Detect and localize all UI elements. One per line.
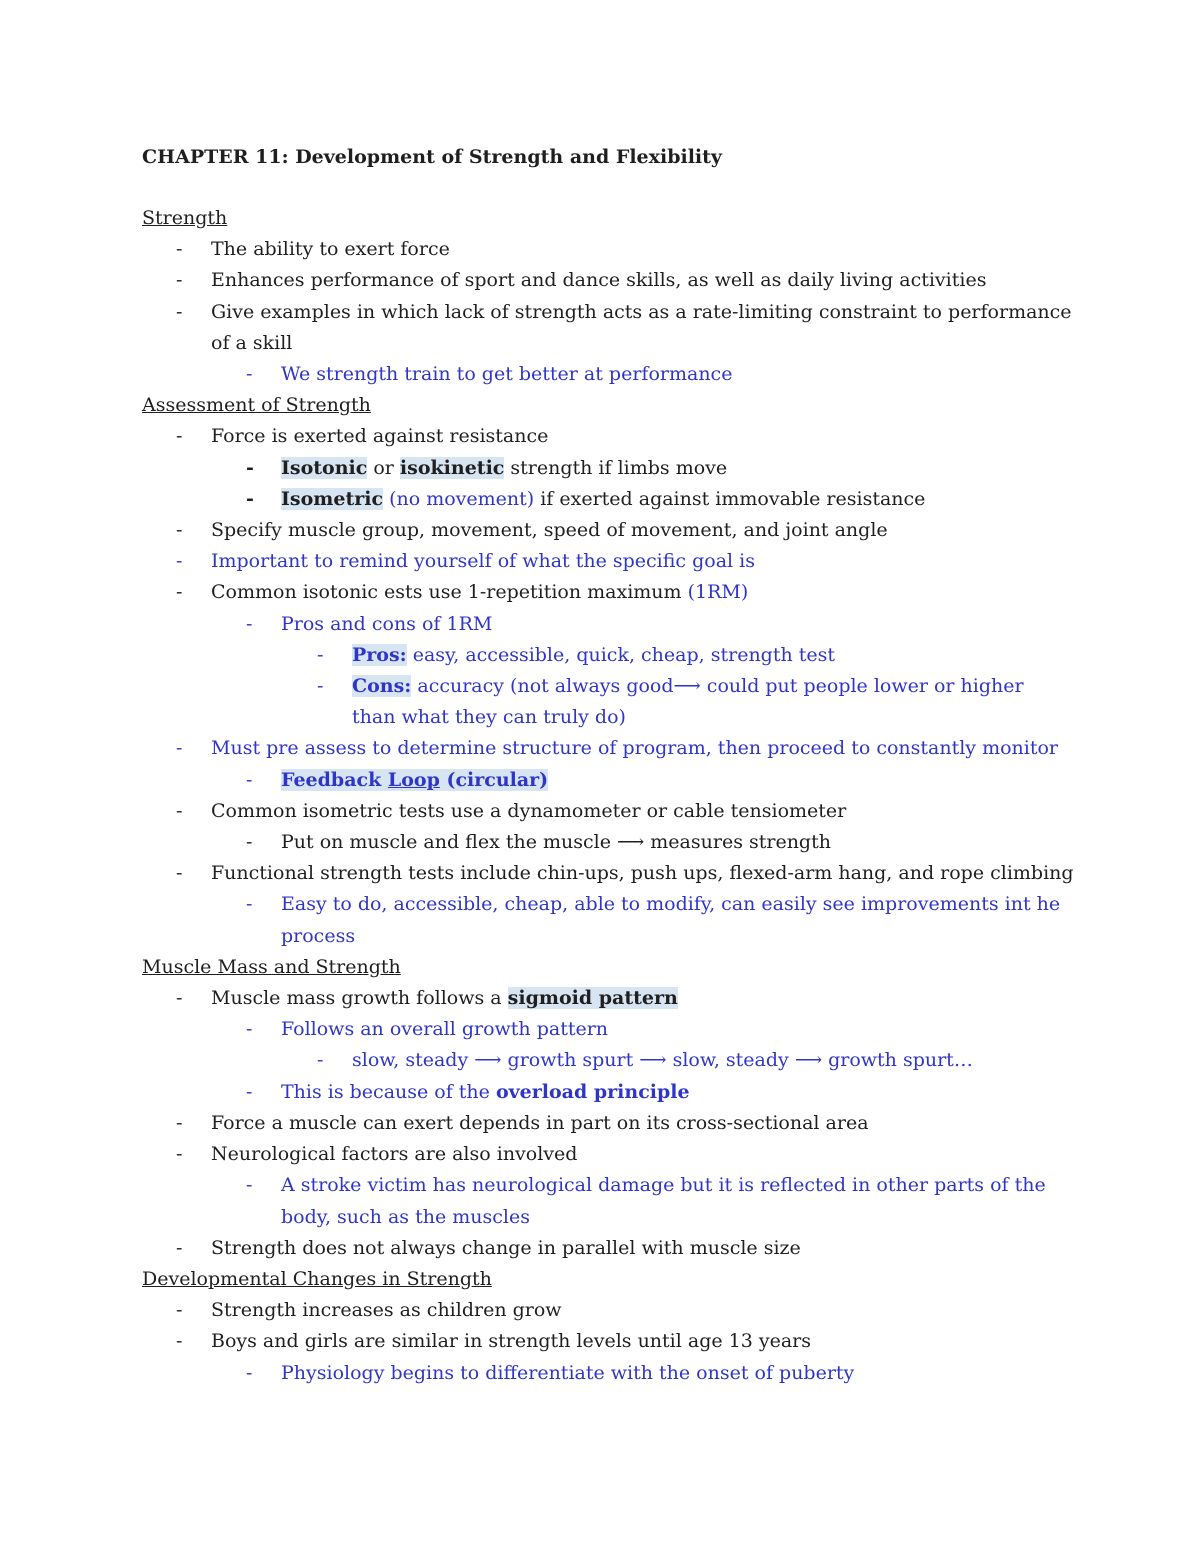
- list-item-note: - This is because of the overload principle: [212, 1077, 1072, 1108]
- bullet: -: [176, 862, 183, 885]
- bullet: -: [246, 1174, 253, 1197]
- section-heading-assessment: Assessment of Strength: [142, 394, 371, 417]
- bullet: -: [246, 456, 254, 479]
- list-item: - Muscle mass growth follows a sigmoid pattern: [142, 983, 1072, 1014]
- list-item: - Enhances performance of sport and dance skills, as well as daily living activities: [142, 265, 1072, 296]
- list-item-note: - Important to remind yourself of what the specific goal is: [142, 546, 1072, 577]
- list-item-note: - A stroke victim has neurological damage but it is reflected in other parts of the body, such as the muscles: [212, 1170, 1072, 1232]
- chapter-title: CHAPTER 11: Development of Strength and Flexibility: [142, 146, 722, 168]
- list-item-note: - Must pre assess to determine structure of program, then proceed to constantly monitor: [142, 733, 1072, 764]
- list-item: - Neurological factors are also involved: [142, 1139, 1072, 1170]
- list-item: - Common isometric tests use a dynamometer or cable tensiometer: [142, 796, 1072, 827]
- term-sigmoid-pattern: sigmoid pattern: [507, 987, 678, 1010]
- section-heading-developmental: Developmental Changes in Strength: [142, 1267, 492, 1290]
- bullet: -: [317, 1049, 324, 1072]
- bullet: -: [246, 831, 253, 854]
- pros-label: Pros:: [352, 643, 407, 666]
- bullet: -: [246, 1361, 253, 1384]
- list-item-note: [212, 765, 1072, 796]
- list-item: - Functional strength tests include chin-ups, push ups, flexed-arm hang, and rope climbing: [142, 858, 1072, 889]
- bullet: -: [176, 737, 183, 760]
- list-item: - Isotonic or isokinetic strength if limbs move: [212, 453, 1072, 484]
- list-item-note: - Physiology begins to differentiate with the onset of puberty: [212, 1358, 1072, 1389]
- list-item-note: - Pros: easy, accessible, quick, cheap, strength test: [283, 640, 1072, 671]
- bullet: -: [246, 487, 254, 510]
- bullet: -: [246, 1018, 253, 1041]
- bullet: -: [176, 425, 183, 448]
- list-item-note: - We strength train to get better at performance: [212, 359, 1072, 390]
- list-item: - The ability to exert force: [142, 234, 1072, 265]
- section-heading-muscle-mass: Muscle Mass and Strength: [142, 955, 401, 978]
- list-item: - Force is exerted against resistance: [142, 421, 1072, 452]
- bullet: -: [176, 799, 183, 822]
- bullet: -: [176, 987, 183, 1010]
- cons-label: Cons:: [352, 675, 412, 698]
- bullet: -: [176, 1236, 183, 1259]
- list-item: - Isometric (no movement) if exerted against immovable resistance: [212, 484, 1072, 515]
- notes-body: [142, 203, 1072, 1389]
- list-item-note: - Pros and cons of 1RM: [212, 609, 1072, 640]
- list-item: - Strength increases as children grow: [142, 1295, 1072, 1326]
- list-item-note: - Easy to do, accessible, cheap, able to modify, can easily see improvements int he process: [212, 889, 1072, 951]
- section-heading-strength: Strength: [142, 207, 228, 229]
- term-overload-principle: overload principle: [495, 1080, 690, 1103]
- bullet: -: [246, 893, 253, 916]
- bullet: -: [176, 1299, 183, 1322]
- bullet: -: [176, 300, 183, 323]
- list-item-note: - Cons: accuracy (not always good⟶ could put people lower or higher than what they can truly do): [283, 671, 1072, 733]
- bullet: -: [176, 269, 183, 292]
- list-item-note: - slow, steady ⟶ growth spurt ⟶ slow, steady ⟶ growth spurt…: [283, 1045, 1072, 1076]
- bullet: -: [246, 612, 253, 635]
- bullet: -: [176, 550, 183, 573]
- list-item: - Put on muscle and flex the muscle ⟶ measures strength: [212, 827, 1072, 858]
- bullet: -: [246, 363, 253, 386]
- bullet: -: [317, 675, 324, 698]
- bullet: -: [176, 1330, 183, 1353]
- list-item: - Force a muscle can exert depends in part on its cross-sectional area: [142, 1108, 1072, 1139]
- list-item: - Strength does not always change in parallel with muscle size: [142, 1233, 1072, 1264]
- term-isokinetic: isokinetic: [399, 456, 505, 479]
- list-item: - Specify muscle group, movement, speed of movement, and joint angle: [142, 515, 1072, 546]
- list-item: - Give examples in which lack of strength acts as a rate-limiting constraint to performance of a skill: [142, 297, 1072, 359]
- bullet: -: [176, 581, 183, 604]
- bullet: -: [176, 1143, 183, 1166]
- term-isometric: Isometric: [281, 487, 384, 510]
- bullet: -: [246, 1080, 253, 1103]
- list-item: - Boys and girls are similar in strength levels until age 13 years: [142, 1326, 1072, 1357]
- bullet: -: [176, 238, 183, 261]
- bullet: -: [176, 519, 183, 542]
- bullet: -: [246, 768, 253, 791]
- list-item: - Common isotonic ests use 1-repetition maximum (1RM): [142, 577, 1072, 608]
- list-item-note: - Follows an overall growth pattern: [212, 1014, 1072, 1045]
- term-isotonic: Isotonic: [281, 456, 368, 479]
- bullet: -: [317, 643, 324, 666]
- bullet: -: [176, 1111, 183, 1134]
- feedback-loop: Feedback Loop (circular): [281, 768, 549, 791]
